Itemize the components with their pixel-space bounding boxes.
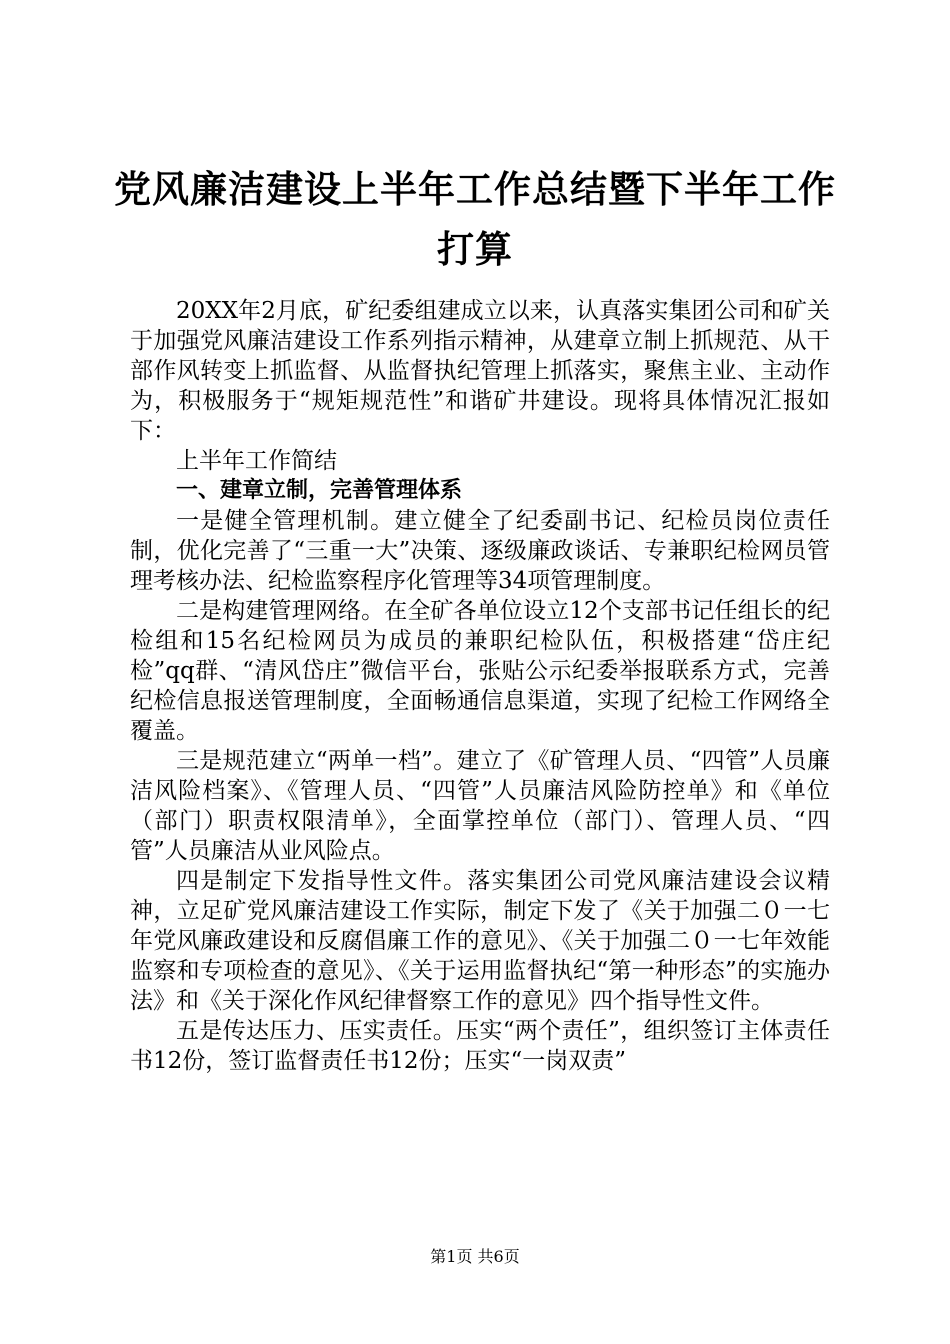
page-footer: 第1页 共6页 <box>430 1247 520 1266</box>
section-label: 上半年工作简结 <box>176 448 337 474</box>
paragraph-4: 四是制定下发指导性文件。落实集团公司党风廉洁建设会议精神，立足矿党风廉洁建设工作实际，制定下发了《关于加强二０一七年党风廉政建设和反腐倡廉工作的意见》、《关于加强二０一七年效能监察和专项检查的意见》、《关于运用监督执纪“第一种形态”的实施办法》和《关于深化作风纪律督察工作的意见》四个指导性文件。 <box>130 868 830 1014</box>
paragraph-2: 二是构建管理网络。在全矿各单位设立12个支部书记任组长的纪检组和15名纪检网员为成员的兼职纪检队伍，积极搭建“岱庄纪检”qq群、“清风岱庄”微信平台，张贴公示纪委举报联系方式，完善纪检信息报送管理制度，全面畅通信息渠道，实现了纪检工作网络全覆盖。 <box>130 598 830 744</box>
paragraph-5: 五是传达压力、压实责任。压实“两个责任”，组织签订主体责任书12份，签订监督责任书12份；压实“一岗双责” <box>130 1018 830 1074</box>
document-title: 党风廉洁建设上半年工作总结暨下半年工作打算 <box>114 168 836 271</box>
paragraph-1: 一是健全管理机制。建立健全了纪委副书记、纪检员岗位责任制，优化完善了“三重一大”决策、逐级廉政谈话、专兼职纪检网员管理考核办法、纪检监察程序化管理等34项管理制度。 <box>130 508 830 594</box>
paragraph-3: 三是规范建立“两单一档”。建立了《矿管理人员、“四管”人员廉洁风险档案》、《管理人员、“四管”人员廉洁风险防控单》和《单位（部门）职责权限清单》，全面掌控单位（部门）、管理人员、“四管”人员廉洁从业风险点。 <box>130 748 830 864</box>
section-heading: 一、建章立制，完善管理体系 <box>176 478 463 503</box>
document-body <box>130 296 830 1076</box>
intro-paragraph: 20XX年2月底，矿纪委组建成立以来，认真落实集团公司和矿关于加强党风廉洁建设工作系列指示精神，从建章立制上抓规范、从干部作风转变上抓监督、从监督执纪管理上抓落实，聚焦主业、主动作为，积极服务于“规矩规范性”和谐矿井建设。现将具体情况汇报如下： <box>130 298 830 444</box>
